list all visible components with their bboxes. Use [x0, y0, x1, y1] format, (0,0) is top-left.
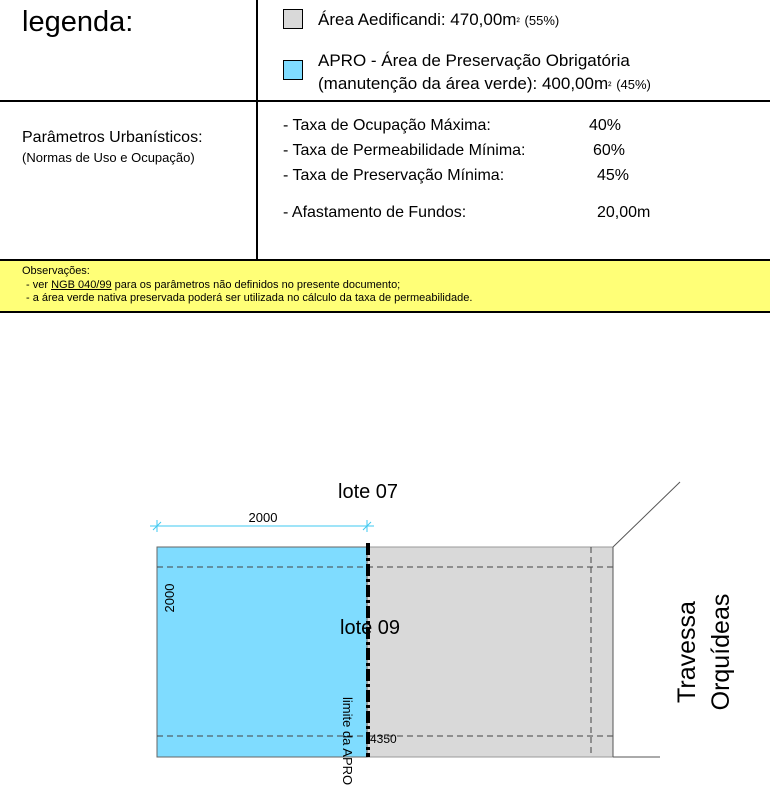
lote-09-label: lote 09: [340, 617, 401, 639]
legend-aedificandi-percent: (55%): [524, 13, 560, 28]
legend-label-apro-line1: APRO - Área de Preservação Obrigatória: [318, 51, 630, 70]
param-value-ocupacao: 40%: [589, 117, 622, 134]
legend-apro-unit: ²: [608, 81, 612, 92]
street-name-line2: Orquídeas: [707, 593, 735, 711]
lote-07-label: lote 07: [338, 481, 399, 503]
param-value-afastamento: 20,00m: [597, 204, 651, 221]
param-value-permeabilidade: 60%: [593, 142, 626, 159]
observations-title: Observações:: [22, 265, 90, 277]
legend-aedificandi-text: Área Aedificandi: 470,00m: [318, 10, 517, 29]
street-boundary-diagonal: [613, 482, 680, 547]
legend-aedificandi-unit: ²: [516, 17, 520, 28]
dimension-limit-label: 4350: [370, 732, 397, 746]
dimension-width-label: 2000: [248, 510, 278, 525]
parameters-subtitle: (Normas de Uso e Ocupação): [22, 150, 195, 165]
obs-line1-suffix: para os parâmetros não definidos no presente documento;: [114, 279, 401, 291]
area-apro: [157, 547, 367, 757]
parameters-title: Parâmetros Urbanísticos:: [22, 129, 203, 146]
param-label-ocupacao: - Taxa de Ocupação Máxima:: [283, 117, 491, 134]
legend-title: legenda:: [22, 6, 134, 38]
param-label-afastamento: - Afastamento de Fundos:: [283, 204, 467, 221]
param-value-preservacao: 45%: [597, 167, 630, 184]
apro-limit-label: limite da APRO: [340, 697, 355, 786]
dimension-height-label: 2000: [162, 583, 177, 613]
area-aedificandi: [367, 547, 613, 757]
param-label-permeabilidade: - Taxa de Permeabilidade Mínima:: [283, 142, 526, 159]
street-name-line1: Travessa: [673, 601, 701, 703]
param-label-preservacao: - Taxa de Preservação Mínima:: [283, 167, 505, 184]
observations-line2: - a área verde nativa preservada poderá ser utilizada no cálculo da taxa de permeabilidade.: [26, 292, 473, 304]
legend-apro-percent: (45%): [616, 77, 651, 92]
ngb-link[interactable]: NGB 040/99: [51, 279, 112, 291]
legend-apro-text: (manutenção da área verde): 400,00m: [318, 74, 609, 93]
obs-line1-prefix: - ver: [26, 279, 48, 291]
